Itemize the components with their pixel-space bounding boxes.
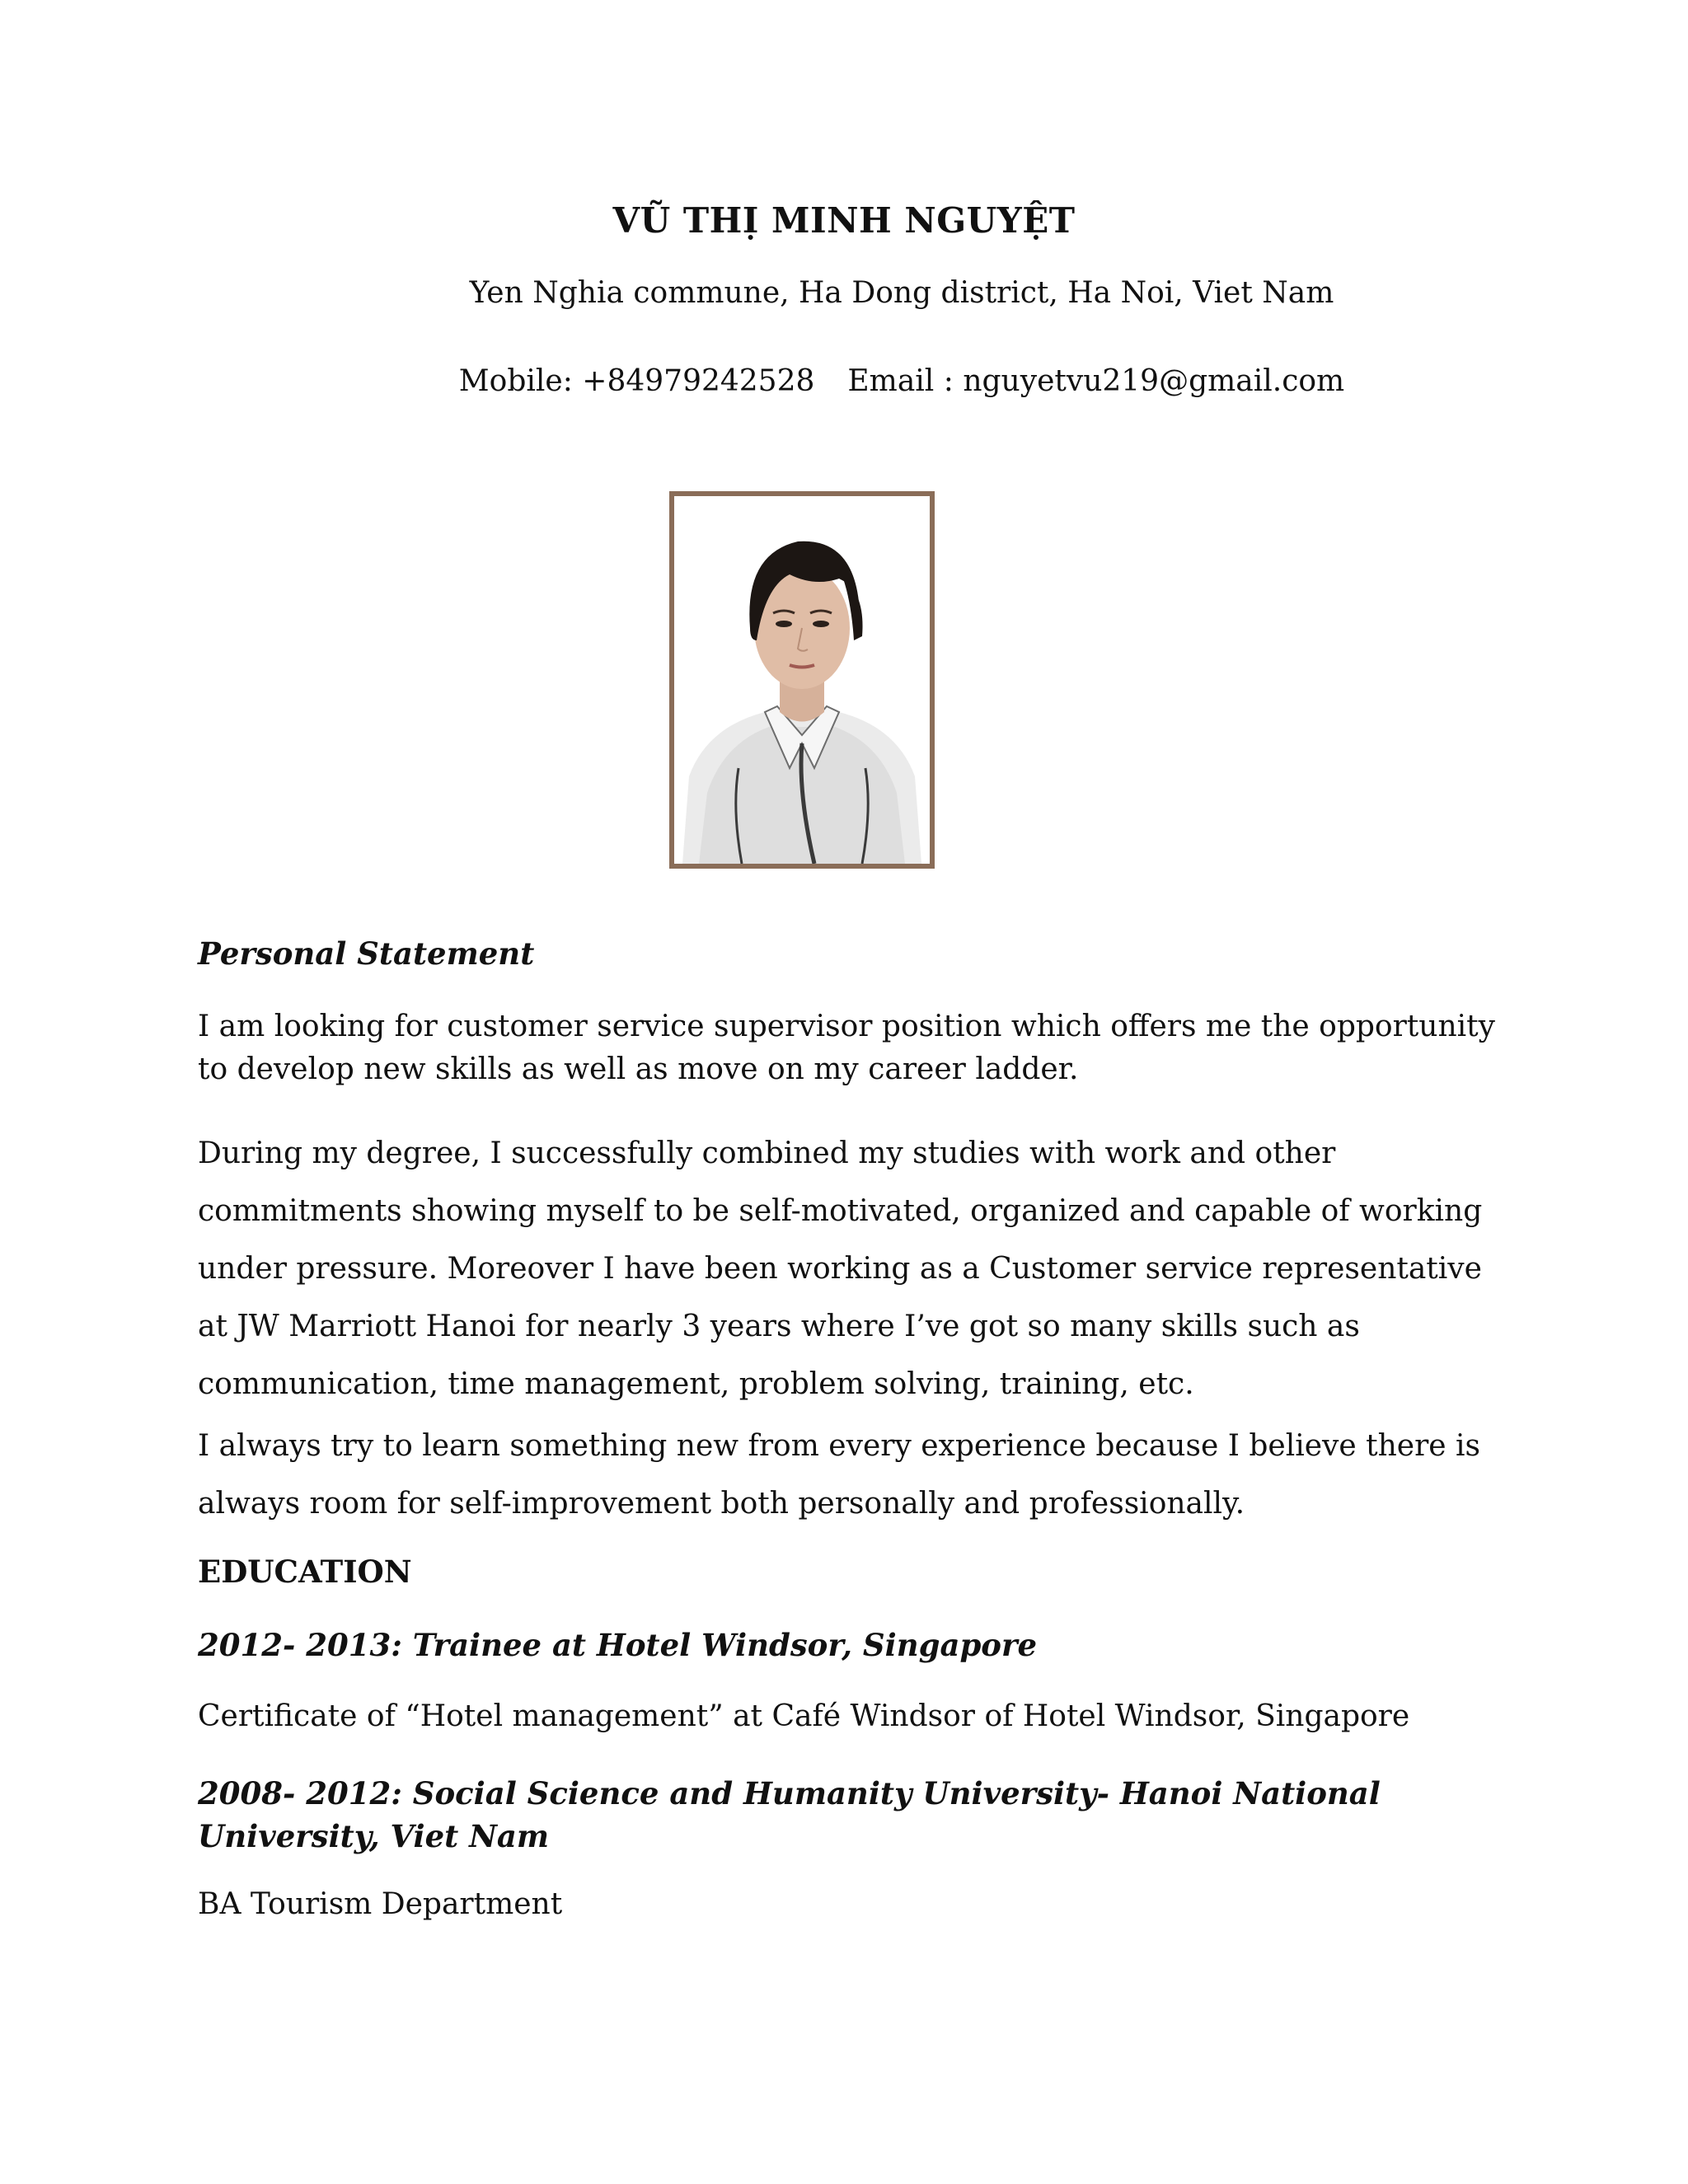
statement-paragraph-1: I am looking for customer service supervisor position which offers me the opportunity to develop new skills as well as move on my career ladder.	[198, 1010, 1495, 1086]
statement-paragraph-2: During my degree, I successfully combined my studies with work and other commitments showing myself to be self-motivated, organized and capable of working under pressure. Moreover I have been working as a Customer service representative at JW Marriott Hanoi for nearly 3 years where I’ve got so many skills such as communication, time management, problem solving, training, etc.	[198, 1137, 1483, 1401]
statement-paragraph-3: I always try to learn something new from every experience because I believe there is always room for self-improvement both personally and professionally.	[198, 1429, 1481, 1521]
education-entry-1-heading: 2012- 2013: Trainee at Hotel Windsor, Singapore	[198, 1627, 1038, 1663]
mobile-number: Mobile: +84979242528	[458, 364, 815, 398]
education-entry-1-detail: Certificate of “Hotel management” at Café Windsor of Hotel Windsor, Singapore	[198, 1699, 1410, 1733]
education-title: EDUCATION	[198, 1554, 412, 1590]
portrait-illustration	[674, 496, 930, 864]
education-entry-2-detail: BA Tourism Department	[198, 1887, 563, 1921]
profile-photo	[669, 491, 935, 869]
contact-line	[0, 364, 1688, 398]
personal-statement-title: Personal Statement	[198, 935, 535, 972]
candidate-address: Yen Nghia commune, Ha Dong district, Ha Noi, Viet Nam	[469, 276, 1334, 310]
education-entry-2-heading: 2008- 2012: Social Science and Humanity University- Hanoi National University, Viet Nam	[198, 1775, 1381, 1854]
email-address: Email : nguyetvu219@gmail.com	[847, 364, 1345, 398]
candidate-name: VŨ THỊ MINH NGUYỆT	[612, 200, 1076, 241]
